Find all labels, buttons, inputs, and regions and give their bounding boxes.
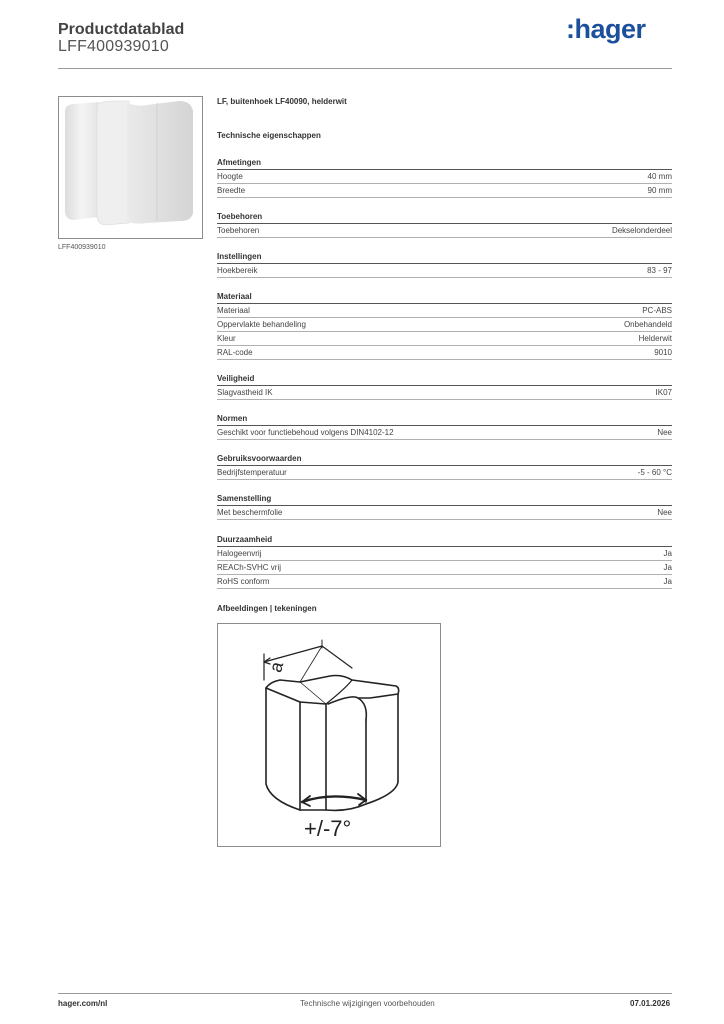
- section-title: Samenstelling: [217, 492, 672, 506]
- spec-value: Nee: [657, 428, 672, 437]
- spec-row: [217, 346, 672, 360]
- spec-value: 83 - 97: [647, 266, 672, 275]
- spec-value: -5 - 60 °C: [637, 468, 672, 477]
- spec-label: Met beschermfolie: [217, 508, 283, 517]
- hager-logo: :hager: [566, 14, 646, 44]
- spec-section-samenstelling: [217, 492, 672, 520]
- dimension-label: a: [265, 659, 288, 675]
- spec-value: Ja: [663, 549, 672, 558]
- product-photo-graphic: [59, 97, 202, 238]
- footer-divider: [58, 993, 672, 994]
- footer-notice: Technische wijzigingen voorbehouden: [300, 999, 435, 1008]
- section-title: Gebruiksvoorwaarden: [217, 452, 672, 466]
- spec-section-veiligheid: [217, 372, 672, 400]
- spec-label: Breedte: [217, 186, 246, 195]
- spec-section-toebehoren: [217, 210, 672, 238]
- spec-label: Kleur: [217, 334, 236, 343]
- spec-row: [217, 184, 672, 198]
- spec-value: 90 mm: [647, 186, 672, 195]
- product-photo: [58, 96, 203, 239]
- section-title: Normen: [217, 412, 672, 426]
- spec-row: [217, 304, 672, 318]
- spec-label: Halogeenvrij: [217, 549, 262, 558]
- section-title: Afmetingen: [217, 156, 672, 170]
- spec-value: Ja: [663, 563, 672, 572]
- spec-row: [217, 547, 672, 561]
- product-code: LFF400939010: [58, 38, 169, 55]
- spec-label: Geschikt voor functiebehoud volgens DIN4102-12: [217, 428, 394, 437]
- section-title: Toebehoren: [217, 210, 672, 224]
- spec-section-instellingen: [217, 250, 672, 278]
- spec-value: IK07: [655, 388, 672, 397]
- spec-row: [217, 575, 672, 589]
- spec-value: Dekselonderdeel: [611, 226, 672, 235]
- photo-caption: LFF400939010: [58, 244, 106, 251]
- technical-drawing-graphic: [218, 624, 440, 846]
- technical-drawing: [217, 623, 441, 847]
- spec-row: [217, 224, 672, 238]
- section-title: Materiaal: [217, 290, 672, 304]
- spec-label: Bedrijfstemperatuur: [217, 468, 287, 477]
- spec-value: 9010: [654, 348, 672, 357]
- spec-row: [217, 386, 672, 400]
- spec-row: [217, 264, 672, 278]
- spec-row: [217, 332, 672, 346]
- spec-value: 40 mm: [647, 172, 672, 181]
- product-name: LF, buitenhoek LF40090, helderwit: [217, 97, 347, 106]
- spec-value: Onbehandeld: [623, 320, 672, 329]
- page-title: Productdatablad: [58, 21, 185, 38]
- drawings-heading: Afbeeldingen | tekeningen: [217, 604, 317, 613]
- spec-row: [217, 466, 672, 480]
- spec-label: Hoekbereik: [217, 266, 258, 275]
- spec-table: [217, 156, 672, 601]
- spec-section-duurzaamheid: [217, 533, 672, 589]
- spec-value: PC-ABS: [642, 306, 672, 315]
- spec-label: Hoogte: [217, 172, 243, 181]
- spec-value: Helderwit: [638, 334, 672, 343]
- spec-section-normen: [217, 412, 672, 440]
- spec-row: [217, 318, 672, 332]
- section-title: Instellingen: [217, 250, 672, 264]
- spec-row: [217, 506, 672, 520]
- header-divider: [58, 68, 672, 69]
- spec-row: [217, 426, 672, 440]
- section-title: Duurzaamheid: [217, 533, 672, 547]
- tech-properties-heading: Technische eigenschappen: [217, 131, 321, 140]
- spec-label: RAL-code: [217, 348, 253, 357]
- spec-label: Oppervlakte behandeling: [217, 320, 306, 329]
- footer-website: hager.com/nl: [58, 999, 108, 1008]
- spec-value: Nee: [657, 508, 672, 517]
- spec-row: [217, 170, 672, 184]
- spec-row: [217, 561, 672, 575]
- spec-section-gebruiksvoorwaarden: [217, 452, 672, 480]
- spec-section-materiaal: [217, 290, 672, 360]
- spec-label: Materiaal: [217, 306, 250, 315]
- spec-section-afmetingen: [217, 156, 672, 198]
- spec-label: Slagvastheid IK: [217, 388, 273, 397]
- angle-label: +/-7°: [304, 816, 352, 841]
- spec-label: Toebehoren: [217, 226, 260, 235]
- spec-label: REACh-SVHC vrij: [217, 563, 282, 572]
- spec-value: Ja: [663, 577, 672, 586]
- footer-date: 07.01.2026: [630, 999, 671, 1008]
- section-title: Veiligheid: [217, 372, 672, 386]
- spec-label: RoHS conform: [217, 577, 270, 586]
